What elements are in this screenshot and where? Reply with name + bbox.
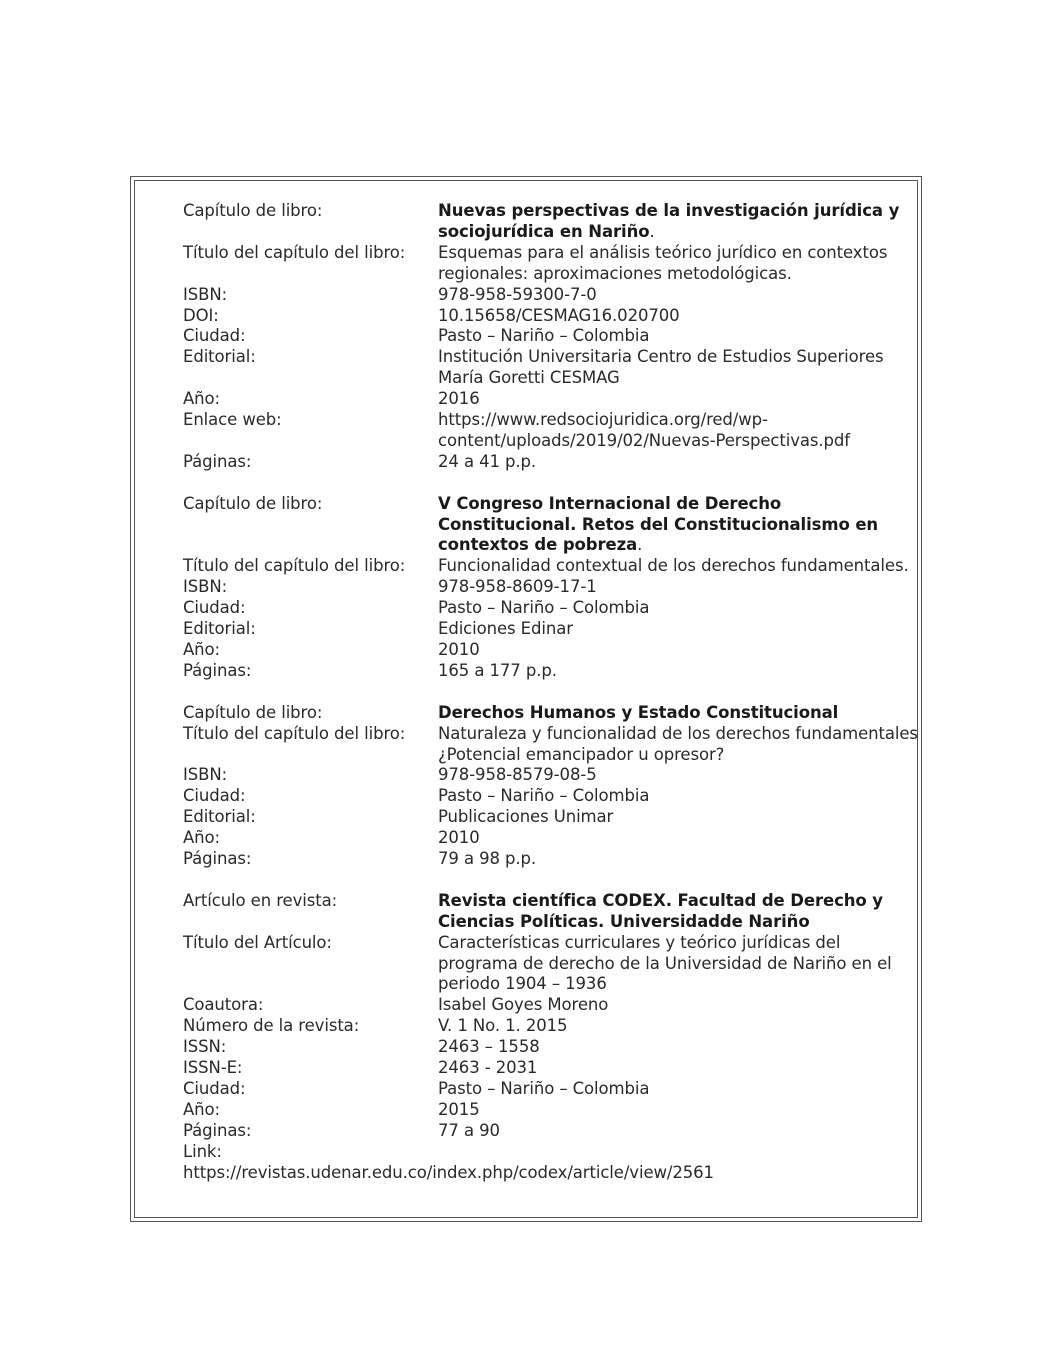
field-row <box>183 891 918 933</box>
field-value <box>438 828 918 849</box>
field-value-text: 10.15658/CESMAG16.020700 <box>438 305 680 325</box>
field-label: Editorial: <box>183 807 256 827</box>
field-row <box>183 243 918 285</box>
field-value-text: Naturaleza y funcionalidad de los derechos fundamentales ¿Potencial emancipador u opresor? <box>438 723 918 764</box>
field-value-text: Pasto – Nariño – Colombia <box>438 1079 650 1099</box>
field-value-text: Pasto – Nariño – Colombia <box>438 786 650 806</box>
field-label: Capítulo de libro: <box>183 493 323 513</box>
publication-entry <box>183 201 918 473</box>
field-value <box>438 326 918 347</box>
field-label: ISSN: <box>183 1037 227 1057</box>
publication-list <box>183 201 918 1204</box>
field-value <box>438 995 918 1016</box>
field-label: Capítulo de libro: <box>183 702 323 722</box>
field-value-text: https://www.redsociojuridica.org/red/wp-content/uploads/2019/02/Nuevas-Perspectivas.pdf <box>438 410 850 450</box>
field-row <box>183 1079 918 1100</box>
field-value-text: 978-958-8579-08-5 <box>438 765 597 785</box>
field-row <box>183 556 918 577</box>
field-label: Capítulo de libro: <box>183 201 323 220</box>
field-label: ISBN: <box>183 577 228 597</box>
field-value-text: Publicaciones Unimar <box>438 807 614 827</box>
field-value <box>438 1100 918 1121</box>
field-value-text: Ediciones Edinar <box>438 619 573 639</box>
field-value-text: 79 a 98 p.p. <box>438 849 537 869</box>
field-value-text: Derechos Humanos y Estado Constitucional <box>438 702 839 722</box>
field-value-text: Revista científica CODEX. Facultad de Derecho y Ciencias Políticas. Universidadde Nariño <box>438 890 883 931</box>
field-row <box>183 995 918 1016</box>
field-value-text: 978-958-59300-7-0 <box>438 284 597 304</box>
field-row <box>183 703 918 724</box>
field-value <box>438 765 918 786</box>
field-row <box>183 452 918 473</box>
field-value-text: 2015 <box>438 1099 480 1119</box>
field-row <box>183 933 918 996</box>
field-value-text: V. 1 No. 1. 2015 <box>438 1016 568 1036</box>
field-value-text: Esquemas para el análisis teórico jurídico en contextos regionales: aproximaciones metodológicas. <box>438 242 888 283</box>
field-label: Páginas: <box>183 451 252 471</box>
field-value-text: 24 a 41 p.p. <box>438 451 537 471</box>
field-value <box>438 347 918 389</box>
field-row <box>183 201 918 243</box>
field-row <box>183 1016 918 1037</box>
field-value <box>438 389 918 410</box>
field-row <box>183 1037 918 1058</box>
field-value-text: 2010 <box>438 828 480 848</box>
field-row <box>183 640 918 661</box>
field-value <box>438 786 918 807</box>
field-label: Coautora: <box>183 995 264 1015</box>
field-row <box>183 786 918 807</box>
article-link[interactable]: https://revistas.udenar.edu.co/index.php/codex/article/view/2561 <box>183 1162 714 1182</box>
field-label: Título del capítulo del libro: <box>183 723 406 743</box>
field-value <box>438 619 918 640</box>
field-value <box>438 577 918 598</box>
field-value <box>438 1121 918 1142</box>
field-label: Ciudad: <box>183 598 246 618</box>
field-value <box>438 452 918 473</box>
field-row <box>183 326 918 347</box>
field-row <box>183 577 918 598</box>
field-row <box>183 347 918 389</box>
field-value <box>438 556 918 577</box>
field-label: ISBN: <box>183 765 228 785</box>
field-value-text: 978-958-8609-17-1 <box>438 577 597 597</box>
field-label: Año: <box>183 828 220 848</box>
field-label: Páginas: <box>183 660 252 680</box>
publication-title <box>438 494 918 557</box>
publication-entry <box>183 703 918 870</box>
field-value-text: Pasto – Nariño – Colombia <box>438 326 650 346</box>
field-label: Editorial: <box>183 619 256 639</box>
field-value-text: V Congreso Internacional de Derecho Constitucional. Retos del Constitucionalismo en contextos de pobreza <box>438 493 879 555</box>
field-value <box>438 807 918 828</box>
field-label: DOI: <box>183 305 219 325</box>
field-value-text: 2463 – 1558 <box>438 1037 540 1057</box>
field-value-text: 2463 - 2031 <box>438 1058 538 1078</box>
field-label: Editorial: <box>183 347 256 367</box>
field-value <box>438 661 918 682</box>
field-row <box>183 1121 918 1142</box>
field-label: Año: <box>183 1099 220 1119</box>
publication-entry <box>183 891 918 1184</box>
field-value <box>438 598 918 619</box>
field-value <box>438 243 918 285</box>
field-row <box>183 619 918 640</box>
field-label: Ciudad: <box>183 1079 246 1099</box>
field-value-text: Características curriculares y teórico jurídicas del programa de derecho de la Universidad de Nariño en el periodo 1904 – 1936 <box>438 932 892 994</box>
field-label: Páginas: <box>183 1120 252 1140</box>
field-value-text: 2016 <box>438 389 480 409</box>
publication-title <box>438 891 918 933</box>
field-row <box>183 724 918 766</box>
field-row <box>183 849 918 870</box>
field-value <box>438 1079 918 1100</box>
title-period: . <box>649 221 655 241</box>
field-value-text: Institución Universitaria Centro de Estudios Superiores María Goretti CESMAG <box>438 347 884 388</box>
field-row <box>183 410 918 452</box>
field-label: Ciudad: <box>183 326 246 346</box>
field-label: Enlace web: <box>183 410 282 430</box>
field-value <box>438 640 918 661</box>
field-row <box>183 807 918 828</box>
field-row <box>183 285 918 306</box>
field-row <box>183 661 918 682</box>
field-value-text: Pasto – Nariño – Colombia <box>438 598 650 618</box>
field-row <box>183 1100 918 1121</box>
field-row <box>183 1058 918 1079</box>
field-value <box>438 724 918 766</box>
publication-title <box>438 703 918 724</box>
title-period: . <box>637 535 643 555</box>
field-value <box>438 1058 918 1079</box>
field-label: Número de la revista: <box>183 1016 360 1036</box>
field-value-text: 165 a 177 p.p. <box>438 660 557 680</box>
field-label: Artículo en revista: <box>183 890 338 910</box>
field-value <box>438 306 918 327</box>
field-label: Páginas: <box>183 849 252 869</box>
field-value-text: Isabel Goyes Moreno <box>438 995 609 1015</box>
link-label: Link: <box>183 1141 222 1161</box>
field-value <box>438 1037 918 1058</box>
field-label: Año: <box>183 640 220 660</box>
field-value <box>438 1016 918 1037</box>
field-value <box>438 933 918 996</box>
field-label: Título del capítulo del libro: <box>183 556 406 576</box>
field-row <box>183 598 918 619</box>
field-value <box>438 285 918 306</box>
field-label: ISSN-E: <box>183 1058 243 1078</box>
field-label: Título del Artículo: <box>183 932 332 952</box>
field-label: Ciudad: <box>183 786 246 806</box>
field-row <box>183 828 918 849</box>
field-row <box>183 765 918 786</box>
field-value-text: Nuevas perspectivas de la investigación jurídica y sociojurídica en Nariño <box>438 201 900 241</box>
field-row <box>183 306 918 327</box>
field-row <box>183 389 918 410</box>
field-label: Año: <box>183 389 220 409</box>
field-label: Título del capítulo del libro: <box>183 242 406 262</box>
field-value-text: 2010 <box>438 640 480 660</box>
field-value-text: Funcionalidad contextual de los derechos fundamentales. <box>438 556 909 576</box>
field-value-text: 77 a 90 <box>438 1120 500 1140</box>
field-label: ISBN: <box>183 284 228 304</box>
field-value <box>438 410 918 452</box>
field-value <box>438 849 918 870</box>
publication-entry <box>183 494 918 682</box>
publication-title <box>438 201 918 243</box>
field-row <box>183 494 918 557</box>
